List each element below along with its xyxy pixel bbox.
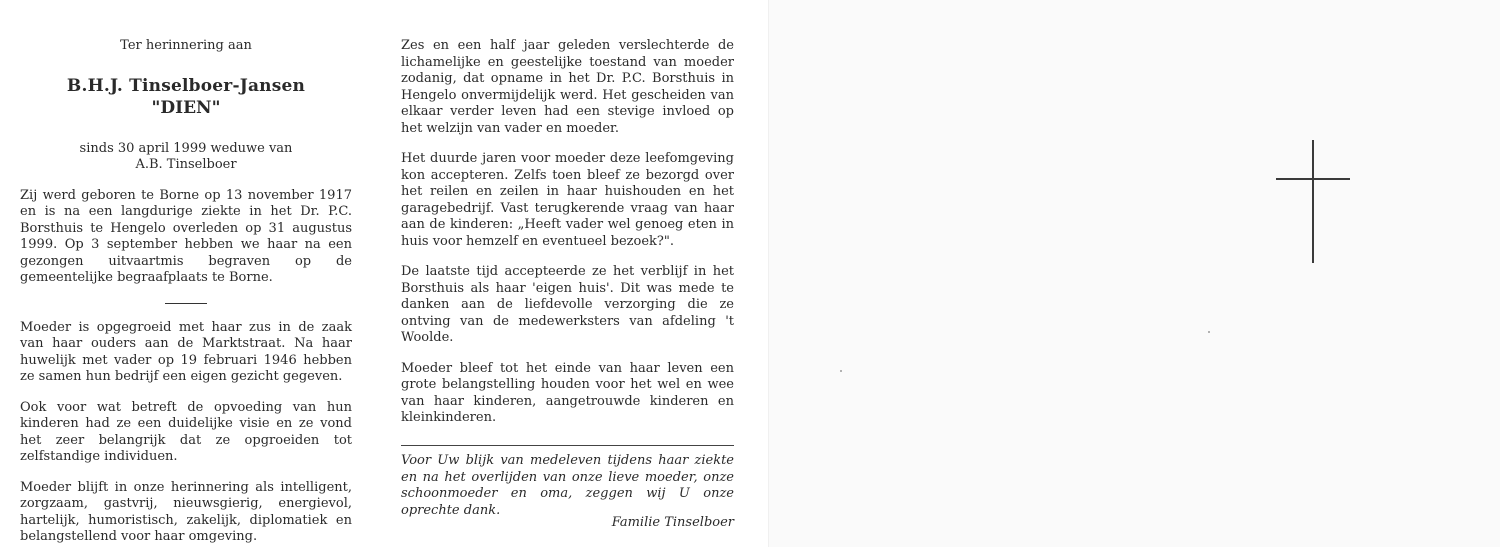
right-column (401, 38, 734, 427)
widow-line-1: sinds 30 april 1999 weduwe van (79, 140, 293, 156)
cross-vertical-bar (1312, 140, 1314, 263)
family-signature: Familie Tinselboer (611, 515, 734, 530)
paper-speck (1208, 331, 1210, 333)
interest-paragraph: Moeder bleef tot het einde van haar leven een grote belangstelling houden voor het wel en wee van haar kinderen, aangetrouwde kinderen en kleinkinderen. (401, 360, 734, 425)
left-column (20, 38, 352, 546)
thanks-rule (401, 445, 734, 446)
cross-horizontal-bar (1276, 178, 1350, 180)
decline-paragraph: Zes en een half jaar geleden verslechterde de lichamelijke en geestelijke toestand van moeder zodanig, dat opname in het Dr. P.C. Borsthuis in Hengelo onvermijdelijk werd. Het gescheiden van elkaar verder leven had een stevige invloed op het welzijn van vader en moeder. (401, 38, 734, 136)
paper-speck (840, 370, 842, 372)
birth-death-paragraph: Zij werd geboren te Borne op 13 november 1917 en is na een langdurige ziekte in het Dr. P.C. Borsthuis te Hengelo overleden op 31 augustus 1999. Op 3 september hebben we haar na een gezongen uitvaartmis begraven op de gemeentelijke begraafplaats te Borne. (20, 187, 352, 285)
acceptance-paragraph: Het duurde jaren voor moeder deze leefomgeving kon accepteren. Zelfs toen bleef ze bezorgd over het reilen en zeilen in haar huishouden en het garagebedrijf. Vast terugkerende vraag van haar aan de kinderen: „Heeft vader wel genoeg eten in huis voor hemzelf en eventueel bezoek?". (401, 151, 734, 249)
thanks-text: Voor Uw blijk van medeleven tijdens haar ziekte en na het overlijden van onze lieve moeder, onze schoonmoeder en oma, zeggen wij U onze oprechte dank. (401, 453, 734, 518)
upbringing-paragraph: Moeder is opgegroeid met haar zus in de zaak van haar ouders aan de Marktstraat. Na haar huwelijk met vader op 19 februari 1946 hebben ze samen hun bedrijf een eigen gezicht gegeven. (20, 319, 352, 384)
section-divider (165, 303, 207, 304)
borsthuis-paragraph: De laatste tijd accepteerde ze het verblijf in het Borsthuis als haar 'eigen huis'. Dit was mede te danken aan de liefdevolle verzorging die ze ontving van de medewerksters van afdeling 't Woolde. (401, 264, 734, 345)
remembrance-paragraph: Moeder blijft in onze herinnering als intelligent, zorgzaam, gastvrij, nieuwsgierig, energievol, hartelijk, humoristisch, zakelijk, diplomatiek en belangstellend voor haar omgeving. (20, 479, 352, 544)
deceased-name: B.H.J. Tinselboer-Jansen (66, 75, 306, 96)
cover-page (768, 0, 1500, 547)
widow-line-2: A.B. Tinselboer (135, 157, 237, 172)
intro-text: Ter herinnering aan (120, 38, 252, 53)
children-paragraph: Ook voor wat betreft de opvoeding van hun kinderen had ze een duidelijke visie en ze vond het zeer belangrijk dat ze opgroeiden tot zelfstandige individuen. (20, 399, 352, 464)
deceased-nickname: "DIEN" (151, 97, 221, 118)
